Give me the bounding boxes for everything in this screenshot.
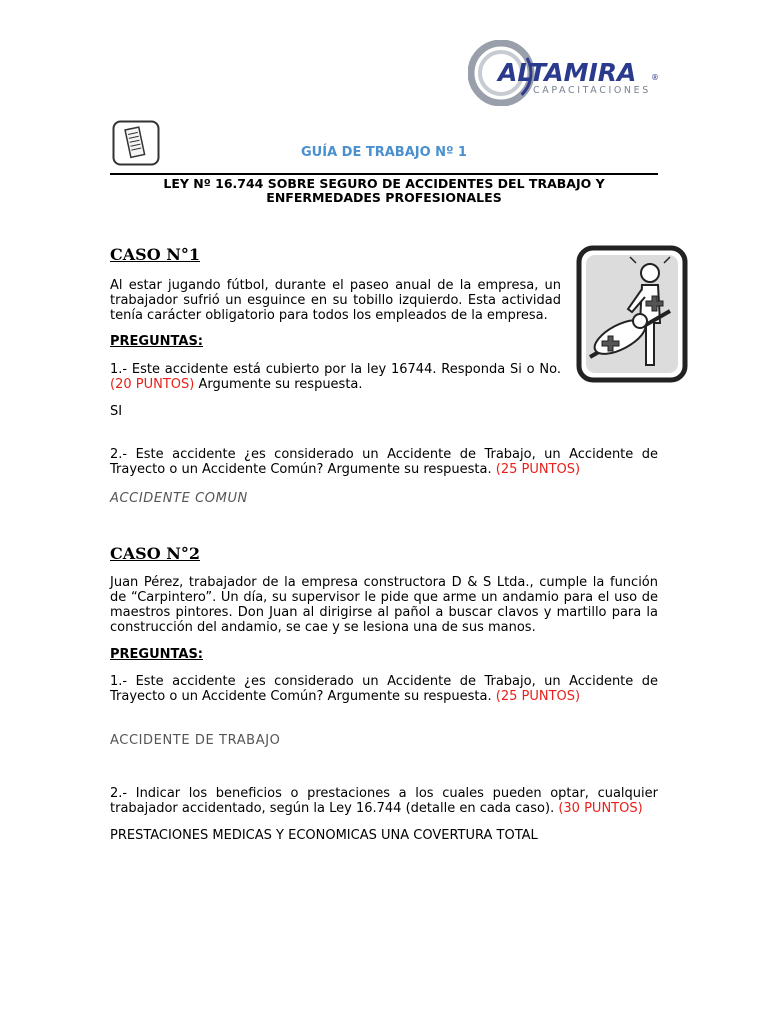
case2-question-1 xyxy=(110,674,658,704)
guide-title: GUÍA DE TRABAJO Nº 1 xyxy=(301,145,467,160)
case1-q1-answer: SI xyxy=(110,404,123,419)
case2-q2-text: 2.- Indicar los beneficios o prestaciones a los cuales pueden optar, cualquier trabajador accidentado, según la Ley 16.744 (detalle en cada caso). xyxy=(110,786,658,816)
case2-title: CASO N°2 xyxy=(110,544,200,563)
case1-q2-answer: ACCIDENTE COMUN xyxy=(110,491,248,506)
law-title-line1: LEY Nº 16.744 SOBRE SEGURO DE ACCIDENTES DEL TRABAJO Y xyxy=(163,176,605,191)
case1-title: CASO N°1 xyxy=(110,245,200,264)
case2-question-2 xyxy=(110,786,658,816)
stretcher-accident-illustration xyxy=(576,245,688,383)
case2-q1-answer: ACCIDENTE DE TRABAJO xyxy=(110,733,281,748)
case2-q2-answer: PRESTACIONES MEDICAS Y ECONOMICAS UNA COVERTURA TOTAL xyxy=(110,828,538,843)
case1-question-2 xyxy=(110,447,658,477)
case1-q1-points: (20 PUNTOS) xyxy=(110,377,195,392)
case2-description: Juan Pérez, trabajador de la empresa constructora D & S Ltda., cumple la función de “Carpintero”. Un día, su supervisor le pide que arme un andamio para el uso de maestros pintores. Don Juan al dirigirse al pañol a buscar clavos y martillo para la construcción del andamio, se cae y se lesiona una de sus manos. xyxy=(110,575,658,635)
law-title-line2: ENFERMEDADES PROFESIONALES xyxy=(266,190,502,205)
case1-q1-text: 1.- Este accidente está cubierto por la ley 16744. Responda Si o No. xyxy=(110,362,561,377)
case1-q2-text: 2.- Este accidente ¿es considerado un Accidente de Trabajo, un Accidente de Trayecto o un Accidente Común? Argumente su respuesta. xyxy=(110,447,658,477)
case2-q2-points: (30 PUNTOS) xyxy=(558,801,643,816)
case1-q2-points: (25 PUNTOS) xyxy=(495,462,581,477)
case1-question-1 xyxy=(110,362,561,392)
case2-q1-points: (25 PUNTOS) xyxy=(495,689,581,704)
logo-subtitle: CAPACITACIONES xyxy=(533,85,651,96)
law-title xyxy=(110,177,658,205)
case2-q1-text: 1.- Este accidente ¿es considerado un Accidente de Trabajo, un Accidente de Trayecto o un Accidente Común? Argumente su respuesta. xyxy=(110,674,658,704)
case1-questions-heading: PREGUNTAS: xyxy=(110,334,204,349)
header-divider xyxy=(110,173,658,175)
logo-registered: ® xyxy=(651,73,659,82)
case2-questions-heading: PREGUNTAS: xyxy=(110,647,204,662)
case1-description: Al estar jugando fútbol, durante el paseo anual de la empresa, un trabajador sufrió un esguince en su tobillo izquierdo. Esta actividad tenía carácter obligatorio para todos los empleados de la empresa. xyxy=(110,278,561,323)
logo-brand: ALTAMIRA xyxy=(498,58,637,87)
case1-q1-after: Argumente su respuesta. xyxy=(194,377,363,392)
